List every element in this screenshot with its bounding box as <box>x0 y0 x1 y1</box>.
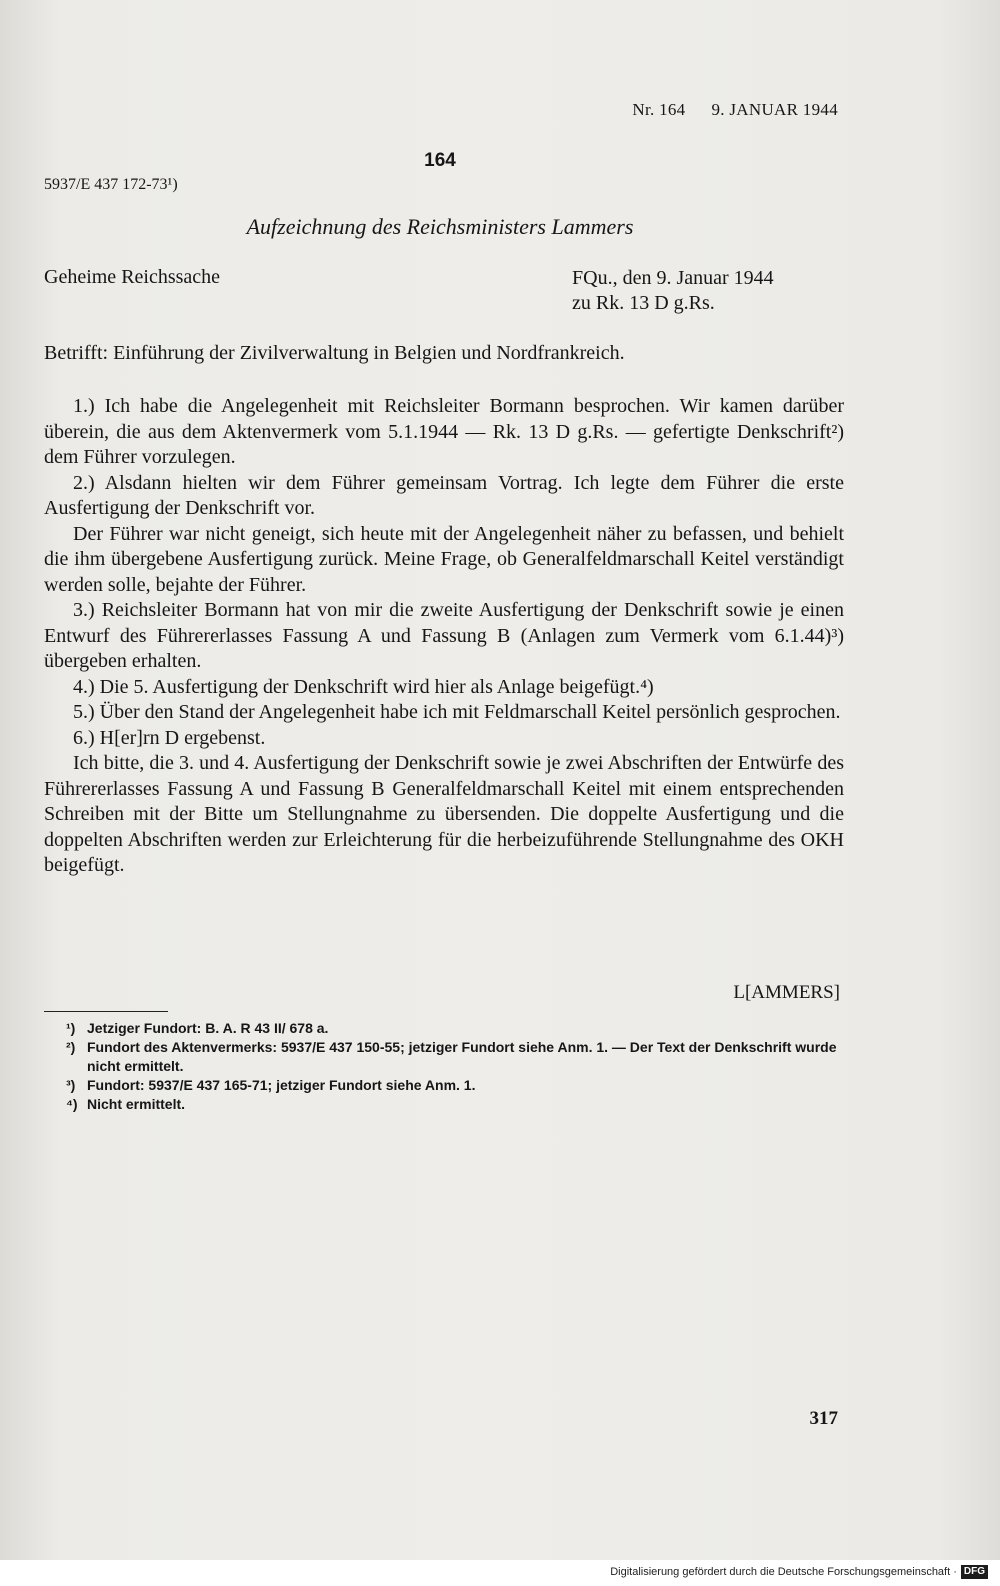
footnote-divider <box>44 1011 168 1012</box>
archive-reference: 5937/E 437 172-73¹) <box>44 176 178 193</box>
footnote <box>44 1019 844 1038</box>
place-date-block <box>572 266 774 316</box>
footnote-text: Jetziger Fundort: B. A. R 43 II/ 678 a. <box>87 1020 329 1036</box>
place-date: FQu., den 9. Januar 1944 <box>572 267 774 289</box>
paragraph: Der Führer war nicht geneigt, sich heute mit der Angelegenheit näher zu befassen, und behielt die ihm übergebene Ausfertigung zurück. Meine Frage, ob Generalfeldmarschall Keitel verständigt werden solle, bejahte der Führer. <box>44 522 844 596</box>
paragraph: 4.) Die 5. Ausfertigung der Denkschrift wird hier als Anlage beigefügt.⁴) <box>73 675 654 698</box>
body-text <box>44 394 844 879</box>
paragraph: Ich bitte, die 3. und 4. Ausfertigung der Denkschrift sowie je zwei Abschriften der Entwürfe des Führererlasses Fassung A und Fassung B Generalfeldmarschall Keitel mit einem entsprechenden Schreiben mit der Bitte um Stellungnahme zu übersenden. Die doppelte Ausfertigung und die doppelten Abschriften werden zur Erleichterung für die herbeizuführende Stellungnahme des OKH beigefügt. <box>44 752 844 876</box>
footnote <box>44 1076 844 1095</box>
footnote-number: ³) <box>66 1077 76 1093</box>
paragraph: 2.) Alsdann hielten wir dem Führer gemeinsam Vortrag. Ich legte dem Führer die erste Ausfertigung der Denkschrift vor. <box>44 471 844 519</box>
document-number: 164 <box>424 150 456 171</box>
running-header <box>632 100 838 120</box>
digitization-bar <box>0 1560 1000 1586</box>
footnote-number: ⁴) <box>66 1096 78 1112</box>
paragraph: 1.) Ich habe die Angelegenheit mit Reichsleiter Bormann besprochen. Wir kamen darüber überein, die aus dem Aktenvermerk vom 5.1.1944 — Rk. 13 D g.Rs. — gefertigte Denkschrift²) dem Führer vorzulegen. <box>44 395 844 468</box>
footnote-text: Fundort des Aktenvermerks: 5937/E 437 150-55; jetziger Fundort siehe Anm. 1. — Der Text der Denkschrift wurde nicht ermittelt. <box>87 1039 837 1074</box>
signature: L[AMMERS] <box>733 982 840 1003</box>
digitization-credit <box>610 1565 988 1579</box>
document-title: Aufzeichnung des Reichsministers Lammers <box>246 214 634 239</box>
page-number: 317 <box>809 1408 838 1429</box>
classification: Geheime Reichssache <box>44 266 221 288</box>
footnote-text: Nicht ermittelt. <box>87 1096 186 1112</box>
footnote <box>44 1038 844 1076</box>
paragraph: 3.) Reichsleiter Bormann hat von mir die zweite Ausfertigung der Denkschrift sowie je einen Entwurf des Führererlasses Fassung A und Fassung B (Anlagen zum Vermerk vom 6.1.44)³) übergeben erhalten. <box>44 599 844 672</box>
dfg-logo-icon: DFG <box>961 1565 988 1579</box>
paragraph: 6.) H[er]rn D ergebenst. <box>73 726 266 749</box>
header-date: 9. JANUAR 1944 <box>711 100 838 119</box>
footnote-number: ¹) <box>66 1020 76 1036</box>
credit-text: Digitalisierung gefördert durch die Deutsche Forschungsgemeinschaft · <box>610 1566 957 1578</box>
footnote <box>44 1095 844 1114</box>
subject-line: Betrifft: Einführung der Zivilverwaltung in Belgien und Nordfrankreich. <box>44 342 625 364</box>
header-doc-number: Nr. 164 <box>632 100 686 119</box>
footnote-text: Fundort: 5937/E 437 165-71; jetziger Fundort siehe Anm. 1. <box>87 1077 476 1093</box>
paragraph: 5.) Über den Stand der Angelegenheit habe ich mit Feldmarschall Keitel persönlich gesprochen. <box>73 701 841 723</box>
file-reference: zu Rk. 13 D g.Rs. <box>572 292 715 314</box>
footnotes <box>44 1019 844 1114</box>
footnote-number: ²) <box>66 1039 76 1055</box>
